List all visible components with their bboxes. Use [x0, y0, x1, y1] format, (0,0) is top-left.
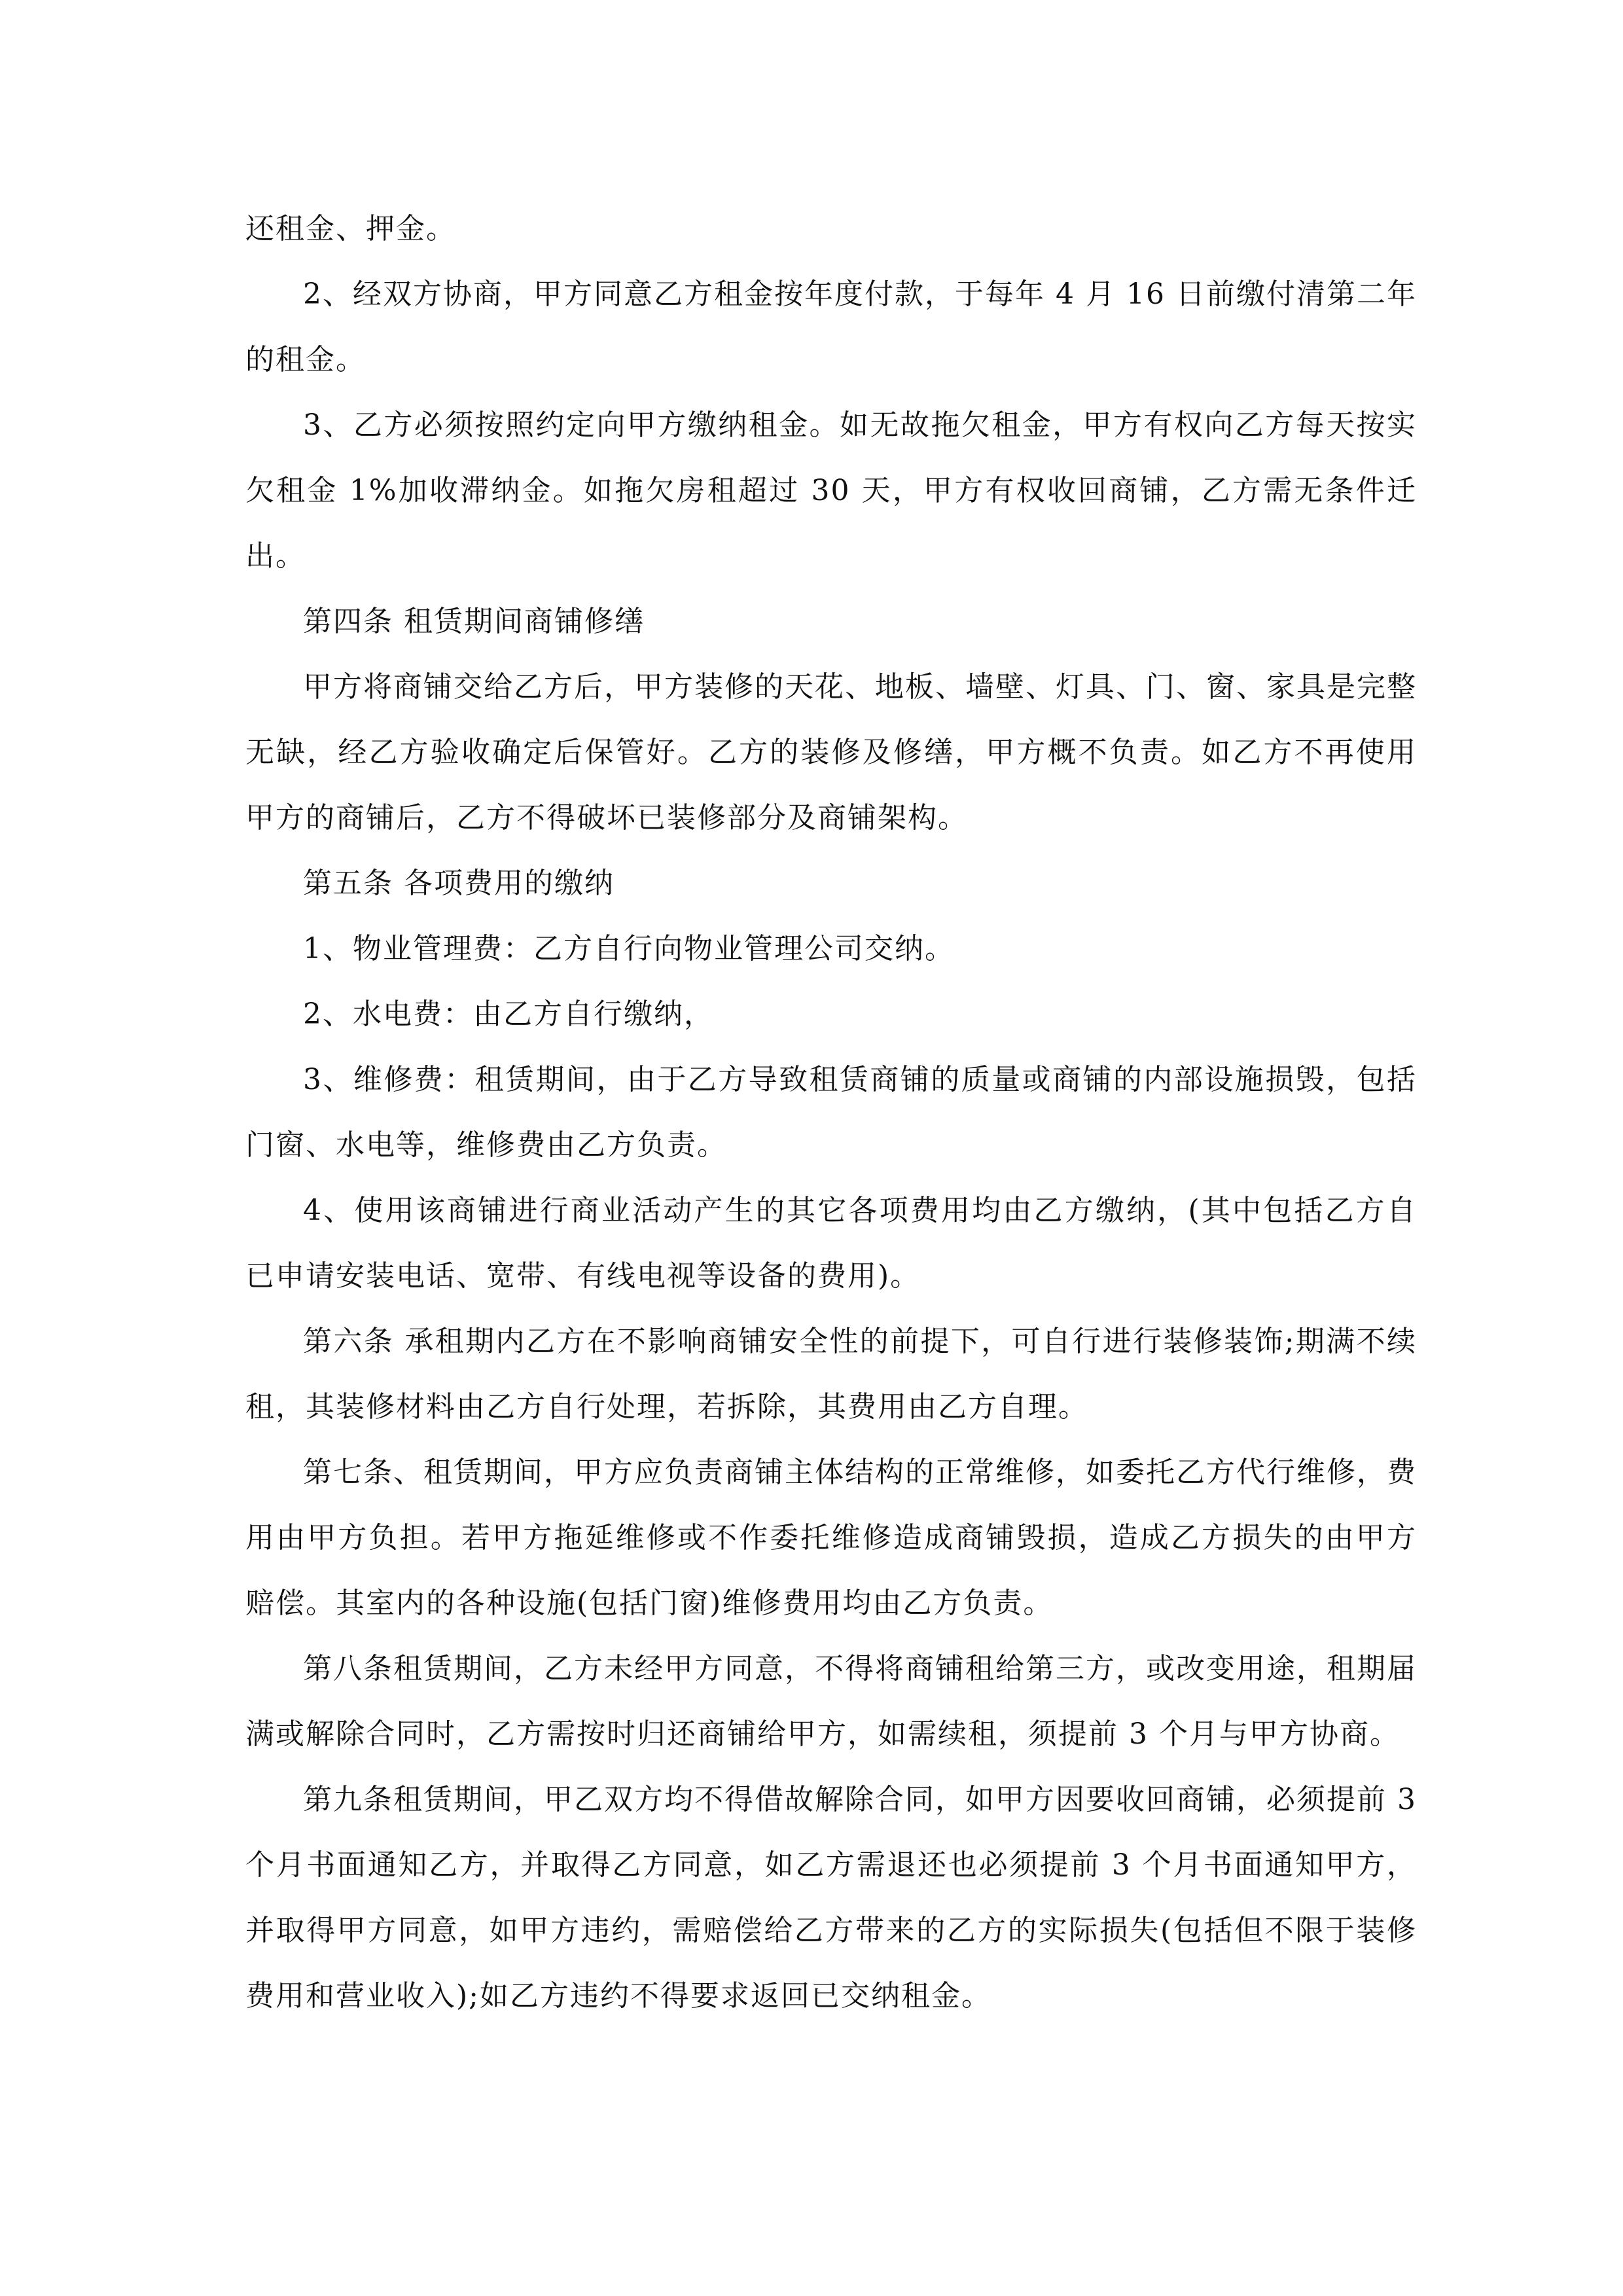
- paragraph-clause-5-3: 3、维修费：租赁期间，由于乙方导致租赁商铺的质量或商铺的内部设施损毁，包括门窗、水电等，维修费由乙方负责。: [245, 1063, 1417, 1162]
- paragraph-clause-5-4: 4、使用该商铺进行商业活动产生的其它各项费用均由乙方缴纳，(其中包括乙方自已申请安装电话、宽带、有线电视等设备的费用)。: [245, 1194, 1417, 1293]
- heading-article-4: 第四条 租赁期间商铺修缮: [303, 605, 645, 638]
- paragraph-article-6: 第六条 承租期内乙方在不影响商铺安全性的前提下，可自行进行装修装饰;期满不续租，其装修材料由乙方自行处理，若拆除，其费用由乙方自理。: [245, 1325, 1417, 1424]
- paragraph-clause-3-2: 2、经双方协商，甲方同意乙方租金按年度付款，于每年 4 月 16 日前缴付清第二年的租金。: [245, 278, 1417, 376]
- paragraph-article-9: 第九条租赁期间，甲乙双方均不得借故解除合同，如甲方因要收回商铺，必须提前 3 个月书面通知乙方，并取得乙方同意，如乙方需退还也必须提前 3 个月书面通知甲方，并取得甲方同意，如甲方违约，需赔偿给乙方带来的乙方的实际损失(包括但不限于装修费用和营业收入);如乙方违约不得要求返回已交纳租金。: [245, 1783, 1417, 2013]
- paragraph-continuation: 还租金、押金。: [245, 212, 456, 245]
- heading-article-5: 第五条 各项费用的缴纳: [303, 867, 615, 900]
- paragraph-article-8: 第八条租赁期间，乙方未经甲方同意，不得将商铺租给第三方，或改变用途，租期届满或解除合同时，乙方需按时归还商铺给甲方，如需续租，须提前 3 个月与甲方协商。: [245, 1652, 1417, 1751]
- paragraph-clause-5-2: 2、水电费：由乙方自行缴纳，: [303, 997, 714, 1031]
- paragraph-article-4-body: 甲方将商铺交给乙方后，甲方装修的天花、地板、墙壁、灯具、门、窗、家具是完整无缺，经乙方验收确定后保管好。乙方的装修及修缮，甲方概不负责。如乙方不再使用甲方的商铺后，乙方不得破坏已装修部分及商铺架构。: [245, 670, 1417, 834]
- paragraph-clause-3-3: 3、乙方必须按照约定向甲方缴纳租金。如无故拖欠租金，甲方有权向乙方每天按实欠租金 1%加收滞纳金。如拖欠房租超过 30 天，甲方有权收回商铺，乙方需无条件迁出。: [245, 408, 1417, 573]
- paragraph-clause-5-1: 1、物业管理费：乙方自行向物业管理公司交纳。: [303, 932, 955, 965]
- paragraph-article-7: 第七条、租赁期间，甲方应负责商铺主体结构的正常维修，如委托乙方代行维修，费用由甲方负担。若甲方拖延维修或不作委托维修造成商铺毁损，造成乙方损失的由甲方赔偿。其室内的各种设施(包括门窗)维修费用均由乙方负责。: [245, 1456, 1417, 1620]
- contract-body: [245, 196, 1417, 2029]
